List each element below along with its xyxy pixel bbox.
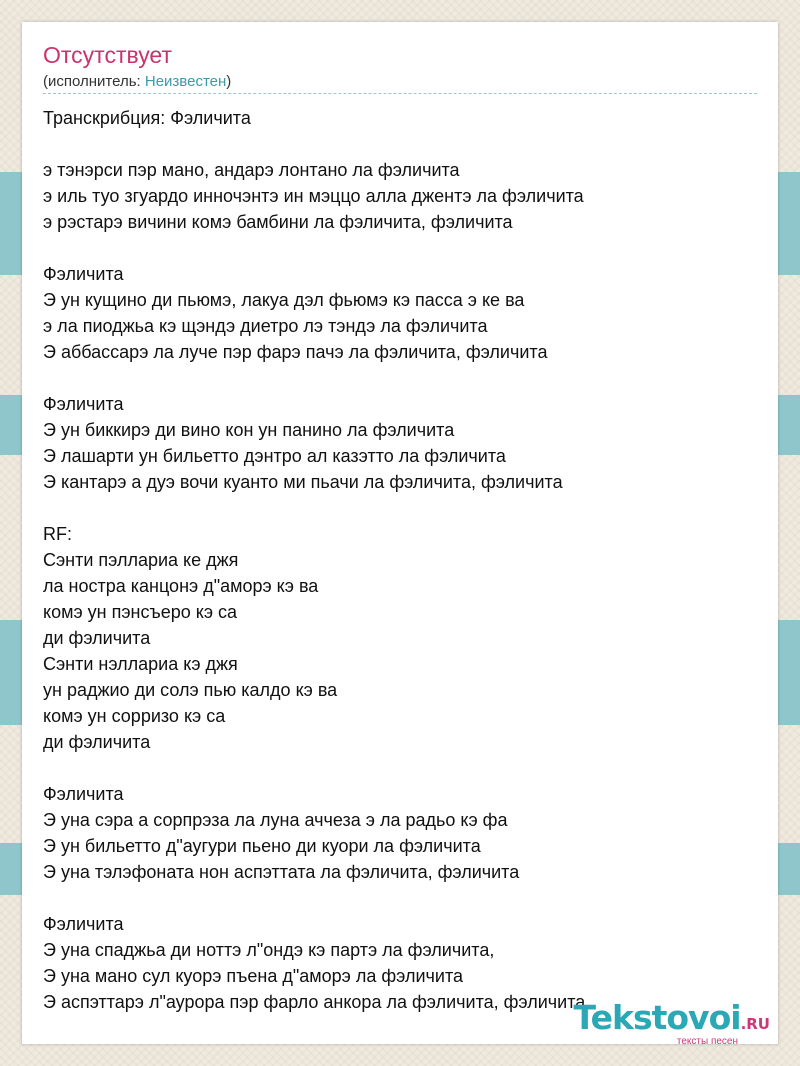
lyric-line: комэ ун пэнсъеро кэ са bbox=[43, 602, 238, 622]
lyric-line: Э ун бильетто д"аугури пьено ди куори ла фэличита bbox=[43, 836, 481, 856]
artist-link[interactable]: Неизвестен bbox=[144, 73, 227, 90]
lyric-line: RF: bbox=[43, 524, 72, 544]
lyric-line: Фэличита bbox=[43, 784, 124, 804]
lyric-line: Транскрибция: Фэличита bbox=[43, 108, 251, 128]
song-title: Отсутствует bbox=[43, 42, 172, 68]
lyric-line: Э уна мано сул куорэ пъена д"аморэ ла фэличита bbox=[43, 966, 464, 986]
lyric-line: ди фэличита bbox=[43, 732, 151, 752]
watermark-logo bbox=[574, 1000, 770, 1042]
lyric-line: э тэнэрси пэр мано, андарэ лонтано ла фэличита bbox=[43, 160, 460, 180]
stanza-break bbox=[43, 131, 763, 157]
lyric-line: Сэнти пэллариа ке джя bbox=[43, 550, 239, 570]
lyric-line: Э уна спаджьа ди ноттэ л"ондэ кэ партэ ла фэличита, bbox=[43, 940, 495, 960]
lyric-line: Фэличита bbox=[43, 394, 124, 414]
artist-suffix: ) bbox=[226, 73, 232, 90]
watermark-tld: .RU bbox=[740, 1015, 770, 1033]
lyric-line: Фэличита bbox=[43, 264, 124, 284]
lyric-line: ун раджио ди солэ пью калдо кэ ва bbox=[43, 680, 338, 700]
lyric-line: э рэстарэ вичини комэ бамбини ла фэличита, фэличита bbox=[43, 212, 513, 232]
lyric-line: Э ун кущино ди пьюмэ, лакуа дэл фьюмэ кэ пасса э ке ва bbox=[43, 290, 525, 310]
lyric-line: Фэличита bbox=[43, 914, 124, 934]
lyric-line: Э аспэттарэ л"аурора пэр фарло анкора ла фэличита, фэличита bbox=[43, 992, 586, 1012]
lyric-line: Э ун биккирэ ди вино кон ун панино ла фэличита bbox=[43, 420, 455, 440]
lyric-line: Э лашарти ун бильетто дэнтро ал казэтто ла фэличита bbox=[43, 446, 506, 466]
stanza-break bbox=[43, 235, 763, 261]
header-divider bbox=[43, 93, 757, 94]
lyrics-card bbox=[22, 22, 778, 1044]
stanza-break bbox=[43, 885, 763, 911]
lyric-line: э иль туо згуардо инночэнтэ ин мэццо алла джентэ ла фэличита bbox=[43, 186, 584, 206]
stanza-break bbox=[43, 755, 763, 781]
watermark-brand: Tekstovoi bbox=[573, 998, 741, 1037]
lyric-line: ла ностра канцонэ д"аморэ кэ ва bbox=[43, 576, 319, 596]
artist-prefix: (исполнитель: bbox=[43, 73, 145, 90]
watermark-tagline: тексты песен bbox=[676, 1036, 738, 1047]
stanza-break bbox=[43, 495, 763, 521]
lyric-line: Сэнти нэллариа кэ джя bbox=[43, 654, 238, 674]
lyric-line: Э кантарэ а дуэ вочи куанто ми пьачи ла фэличита, фэличита bbox=[43, 472, 563, 492]
lyric-line: комэ ун сорризо кэ са bbox=[43, 706, 226, 726]
lyrics-text bbox=[43, 105, 763, 1015]
artist-line bbox=[43, 72, 231, 92]
lyric-line: Э уна тэлэфоната нон аспэттата ла фэличита, фэличита bbox=[43, 862, 520, 882]
lyric-line: Э аббассарэ ла луче пэр фарэ пачэ ла фэличита, фэличита bbox=[43, 342, 548, 362]
stanza-break bbox=[43, 365, 763, 391]
lyric-line: ди фэличита bbox=[43, 628, 151, 648]
lyric-line: Э уна сэра а сорпрэза ла луна аччеза э ла радьо кэ фа bbox=[43, 810, 508, 830]
site-watermark bbox=[574, 1000, 770, 1047]
lyric-line: э ла пиоджьа кэ щэндэ диетро лэ тэндэ ла фэличита bbox=[43, 316, 488, 336]
